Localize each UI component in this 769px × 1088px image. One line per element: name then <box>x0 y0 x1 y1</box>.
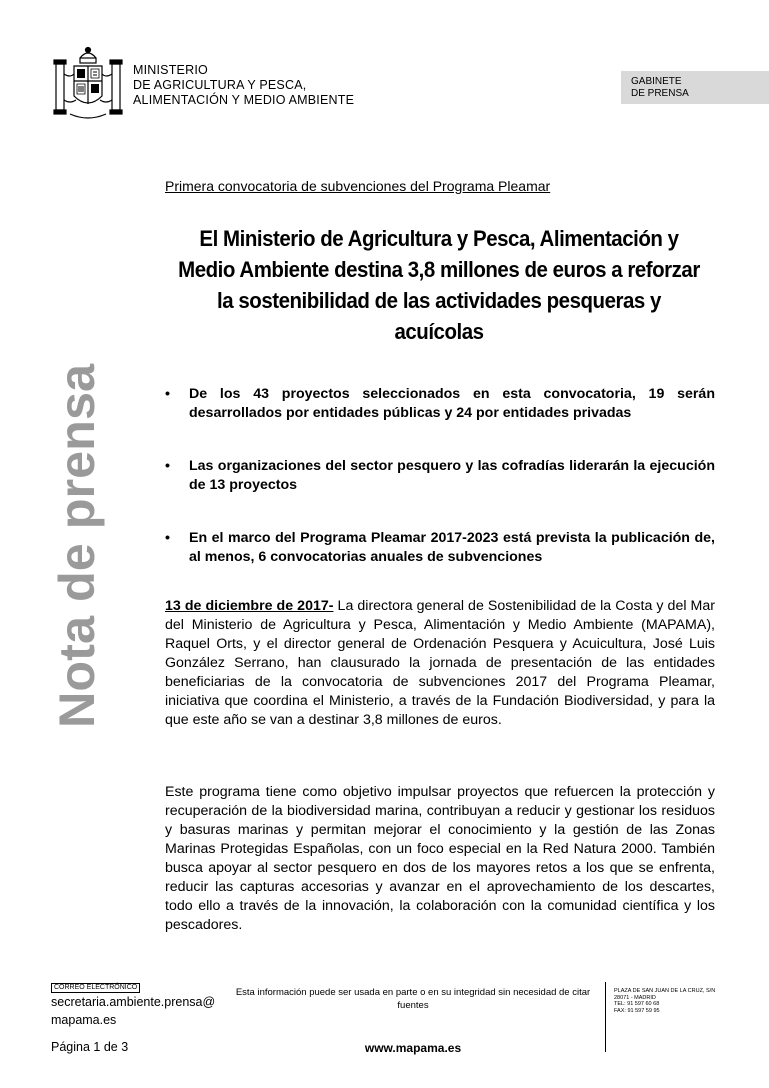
address-line: PLAZA DE SAN JUAN DE LA CRUZ, S/N <box>614 988 716 994</box>
bullet-icon: • <box>165 458 170 474</box>
press-office-box <box>621 71 769 104</box>
headline: El Ministerio de Agricultura y Pesca, Alimentación y Medio Ambiente destina 3,8 millones de euros a reforzar la sostenibilidad de las actividades pesqueras y acuícolas <box>178 226 700 344</box>
key-point-text: En el marco del Programa Pleamar 2017-2023 está prevista la publicación de, al menos, 6 convocatorias anuales de subvenciones <box>189 530 715 565</box>
press-office-line-2: DE PRENSA <box>631 88 689 99</box>
side-label-text: Nota de prensa <box>49 366 105 728</box>
address-line: FAX: 91 597 59 95 <box>614 1007 660 1014</box>
kicker: Primera convocatoria de subvenciones del Programa Pleamar <box>165 178 551 194</box>
contact-email-line-1: secretaria.ambiente.prensa@ <box>51 995 216 1009</box>
postal-address <box>614 988 715 1014</box>
usage-disclaimer: Esta información puede ser usada en parte o en su integridad sin necesidad de citar fuentes <box>235 987 591 1011</box>
body-paragraph-1 <box>165 597 715 730</box>
press-office-line-1: GABINETE <box>631 76 682 87</box>
key-point-text: De los 43 proyectos seleccionados en esta convocatoria, 19 serán desarrollados por entidades públicas y 24 por entidades privadas <box>189 386 715 421</box>
body-paragraph-1-text: La directora general de Sostenibilidad de la Costa y del Mar del Ministerio de Agricultura y Pesca, Alimentación y Medio Ambiente (MAPAMA), Raquel Orts, y el director general de Ordenación Pesquera y Acuicultura, José Luis González Serrano, han clausurado la jornada de presentación de las entidades beneficiarias de la convocatoria de subvenciones 2017 del Programa Pleamar, iniciativa que coordina el Ministerio, a través de la Fundación Biodiversidad, y para la que este año se van a destinar 3,8 millones de euros. <box>165 598 715 728</box>
key-point-text: Las organizaciones del sector pesquero y las cofradías liderarán la ejecución de 13 proyectos <box>189 458 715 493</box>
address-line: 28071 - MADRID <box>614 994 656 1001</box>
key-point <box>165 385 715 423</box>
coat-of-arms-logo <box>50 44 126 122</box>
key-point <box>165 529 715 567</box>
website-link[interactable]: www.mapama.es <box>364 1041 462 1055</box>
contact-email[interactable] <box>51 993 221 1029</box>
ministry-line-3: ALIMENTACIÓN Y MEDIO AMBIENTE <box>133 93 355 107</box>
side-label <box>14 360 112 730</box>
page-number: Página 1 de 3 <box>51 1040 129 1054</box>
body-paragraph-2: Este programa tiene como objetivo impulsar proyectos que refuercen la protección y recuperación de la biodiversidad marina, contribuyan a reducir y gestionar los residuos y basuras marinas y permitan mejorar el conocimiento y la gestión de las Zonas Marinas Protegidas Españolas, con un foco especial en la Red Natura 2000. También busca apoyar al sector pesquero en dos de los mayores retos a los que se enfrenta, reducir las capturas accesorias y avanzar en el aprovechamiento de los descartes, todo ello a través de la innovación, la colaboración con la comunidad científica y los pescadores. <box>165 784 715 933</box>
ministry-name <box>133 63 354 108</box>
ministry-line-1: MINISTERIO <box>133 63 208 77</box>
key-point <box>165 457 715 495</box>
address-line: TEL: 91 597 60 68 <box>614 1001 660 1007</box>
bullet-icon: • <box>165 530 170 546</box>
contact-email-line-2: mapama.es <box>51 1013 117 1027</box>
ministry-line-2: DE AGRICULTURA Y PESCA, <box>133 78 307 92</box>
release-date: 13 de diciembre de 2017- <box>165 598 334 614</box>
bullet-icon: • <box>165 386 170 402</box>
email-label: CORREO ELECTRÓNICO <box>51 983 140 993</box>
key-points-list <box>165 385 715 601</box>
footer-divider <box>605 982 606 1052</box>
